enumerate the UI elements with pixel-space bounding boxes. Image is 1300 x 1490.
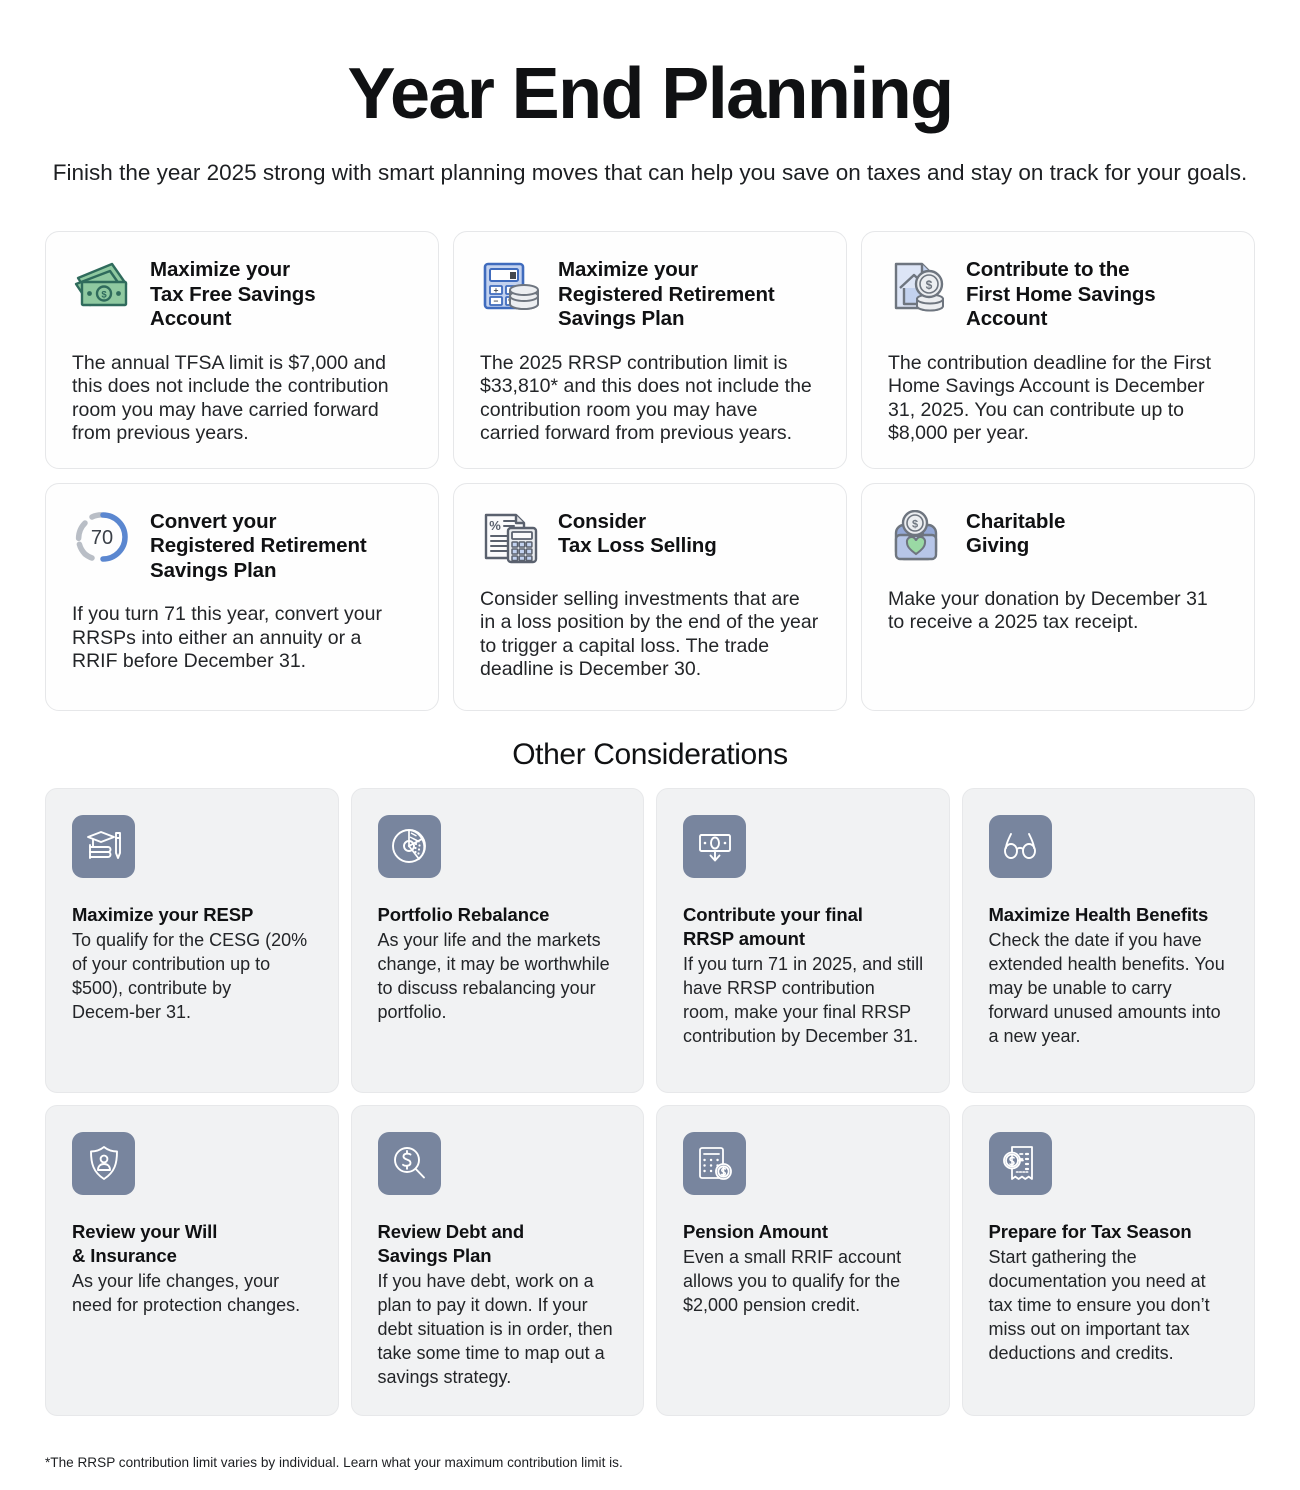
svg-text:−: − [493, 296, 499, 306]
card-title-line: Savings Plan [558, 307, 685, 330]
card-title-line: Convert your [150, 509, 277, 533]
card-registered-retirement-savings-plan[interactable] [453, 231, 847, 469]
card-body: The contribution deadline for the First Home Savings Account is December 31, 2025. You can contribute up to $8,000 per year. [888, 351, 1212, 444]
other-considerations-grid [45, 788, 1255, 1416]
card-maximize-resp[interactable] [45, 788, 339, 1093]
footnote: *The RRSP contribution limit varies by individual. Learn what your maximum contribution limit is. [45, 1455, 623, 1470]
svg-text:+: + [493, 285, 499, 295]
card-body: Consider selling investments that are in a loss position by the end of the year to trigger a capital loss. The trade deadline is December 30. [480, 587, 819, 680]
card-tax-free-savings-account[interactable] [45, 231, 439, 469]
card-title [683, 1220, 925, 1244]
card-title-line: Account [966, 307, 1048, 330]
card-title-line: Consider [558, 509, 647, 533]
svg-text:$: $ [911, 518, 919, 530]
card-title-line: Account [150, 307, 232, 330]
pie-chart-icon [378, 815, 441, 878]
page-header [0, 0, 1300, 188]
card-title-line: Portfolio Rebalance [377, 903, 550, 925]
receipt-dollar-icon [989, 1132, 1052, 1195]
card-title-line: Review Debt and [377, 1220, 525, 1242]
card-title [558, 256, 775, 332]
card-tax-loss-selling[interactable] [453, 483, 847, 711]
card-charitable-giving[interactable] [861, 483, 1255, 711]
card-title [378, 1220, 620, 1268]
card-final-rrsp-contribution[interactable] [656, 788, 950, 1093]
card-title-line: Tax Free Savings [150, 282, 316, 306]
page-subtitle-text: Finish the year 2025 strong with smart planning moves that can help you save on taxes and stay on track for your goals. [52, 160, 1248, 185]
card-portfolio-rebalance[interactable] [351, 788, 645, 1093]
card-title-line: Maximize your RESP [72, 903, 254, 925]
card-title [150, 508, 367, 584]
magnifier-dollar-icon [378, 1132, 441, 1195]
calculator-coin-icon [683, 1132, 746, 1195]
primary-cards-grid [45, 231, 1255, 711]
card-title-line: Savings Plan [377, 1244, 492, 1266]
card-prepare-tax-season[interactable] [962, 1105, 1256, 1416]
card-body: The annual TFSA limit is $7,000 and this does not include the contribution room you may have carried forward from previous years. [72, 351, 389, 444]
card-title-line: Giving [966, 534, 1030, 557]
card-title-line: RRSP amount [683, 927, 805, 949]
card-header [72, 508, 412, 584]
card-body: As your life changes, your need for protection changes. [72, 1270, 301, 1315]
card-title-line: First Home Savings [966, 282, 1156, 306]
eyeglasses-icon [989, 815, 1052, 878]
card-title-line: Maximize Health Benefits [988, 903, 1209, 925]
age-gauge-70-icon [72, 510, 134, 568]
card-review-debt-savings[interactable] [351, 1105, 645, 1416]
card-title-line: Maximize your [150, 258, 290, 281]
card-body: The 2025 RRSP contribution limit is $33,810* and this does not include the contribution room you may have carried forward from previous years. [480, 351, 812, 444]
card-title [966, 256, 1156, 332]
card-title-line: Savings Plan [150, 558, 277, 582]
card-title [683, 903, 925, 951]
card-title-line: Charitable [966, 509, 1066, 533]
card-title [378, 903, 620, 927]
svg-text:%: % [489, 517, 501, 533]
card-title-line: Prepare for Tax Season [988, 1220, 1192, 1242]
card-title [72, 903, 314, 927]
banknote-down-arrow-icon [683, 815, 746, 878]
card-header [72, 256, 412, 332]
card-body: Check the date if you have extended health benefits. You may be unable to carry forward unused amounts into a new year. [988, 929, 1225, 1046]
card-review-will-insurance[interactable] [45, 1105, 339, 1416]
shield-person-icon [72, 1132, 135, 1195]
svg-text:$: $ [925, 278, 933, 292]
home-document-coins-icon [888, 258, 950, 316]
card-title-line: Registered Retirement [150, 534, 367, 557]
money-bills-icon [72, 258, 134, 316]
tax-document-calculator-icon [480, 510, 542, 568]
page-title: Year End Planning [347, 54, 953, 134]
card-first-home-savings-account[interactable] [861, 231, 1255, 469]
card-title [989, 903, 1231, 927]
card-body: Make your donation by December 31 to receive a 2025 tax receipt. [888, 587, 1208, 633]
card-title-line: Registered Retirement [558, 282, 775, 306]
card-body: If you turn 71 in 2025, and still have RRSP contribution room, make your final RRSP contribution by December 31. [683, 953, 924, 1046]
card-body: If you turn 71 this year, convert your RRSPs into either an annuity or a RRIF before December 31. [72, 603, 382, 672]
card-title [150, 256, 316, 332]
donation-box-heart-icon [888, 510, 950, 568]
card-title-line: & Insurance [72, 1244, 177, 1266]
card-body: Start gathering the documentation you need at tax time to ensure you don’t miss out on important tax deductions and credits. [988, 1246, 1210, 1363]
card-maximize-health-benefits[interactable] [962, 788, 1256, 1093]
card-header [888, 256, 1228, 332]
graduation-cap-pencil-icon [72, 815, 135, 878]
card-title-line: Contribute your final [683, 903, 863, 925]
card-body: Even a small RRIF account allows you to qualify for the $2,000 pension credit. [683, 1246, 902, 1315]
card-header [480, 256, 820, 332]
card-title-line: Maximize your [558, 258, 698, 281]
card-title [989, 1220, 1231, 1244]
card-body: If you have debt, work on a plan to pay it down. If your debt situation is in order, then take some time to map out a savings strategy. [377, 1270, 613, 1387]
card-title [966, 508, 1065, 559]
card-title-line: Pension Amount [683, 1220, 828, 1242]
card-title-line: Contribute to the [966, 258, 1130, 281]
card-title-line: Review your Will [72, 1220, 218, 1242]
card-header [888, 508, 1228, 568]
card-convert-rrsp[interactable] [45, 483, 439, 711]
card-pension-amount[interactable] [656, 1105, 950, 1416]
calculator-coins-icon [480, 258, 542, 316]
card-title-line: Tax Loss Selling [558, 534, 717, 557]
card-body: As your life and the markets change, it may be worthwhile to discuss rebalancing your portfolio. [377, 929, 610, 1022]
card-title [72, 1220, 314, 1268]
card-header [480, 508, 820, 568]
page-subtitle [0, 157, 1300, 188]
card-title [558, 508, 717, 559]
gauge-value: 70 [90, 526, 114, 549]
svg-text:$: $ [101, 289, 107, 301]
card-body: To qualify for the CESG (20% of your contribution up to $500), contribute by Decem‑ber 31. [72, 929, 308, 1022]
other-considerations-heading: Other Considerations [512, 737, 788, 771]
